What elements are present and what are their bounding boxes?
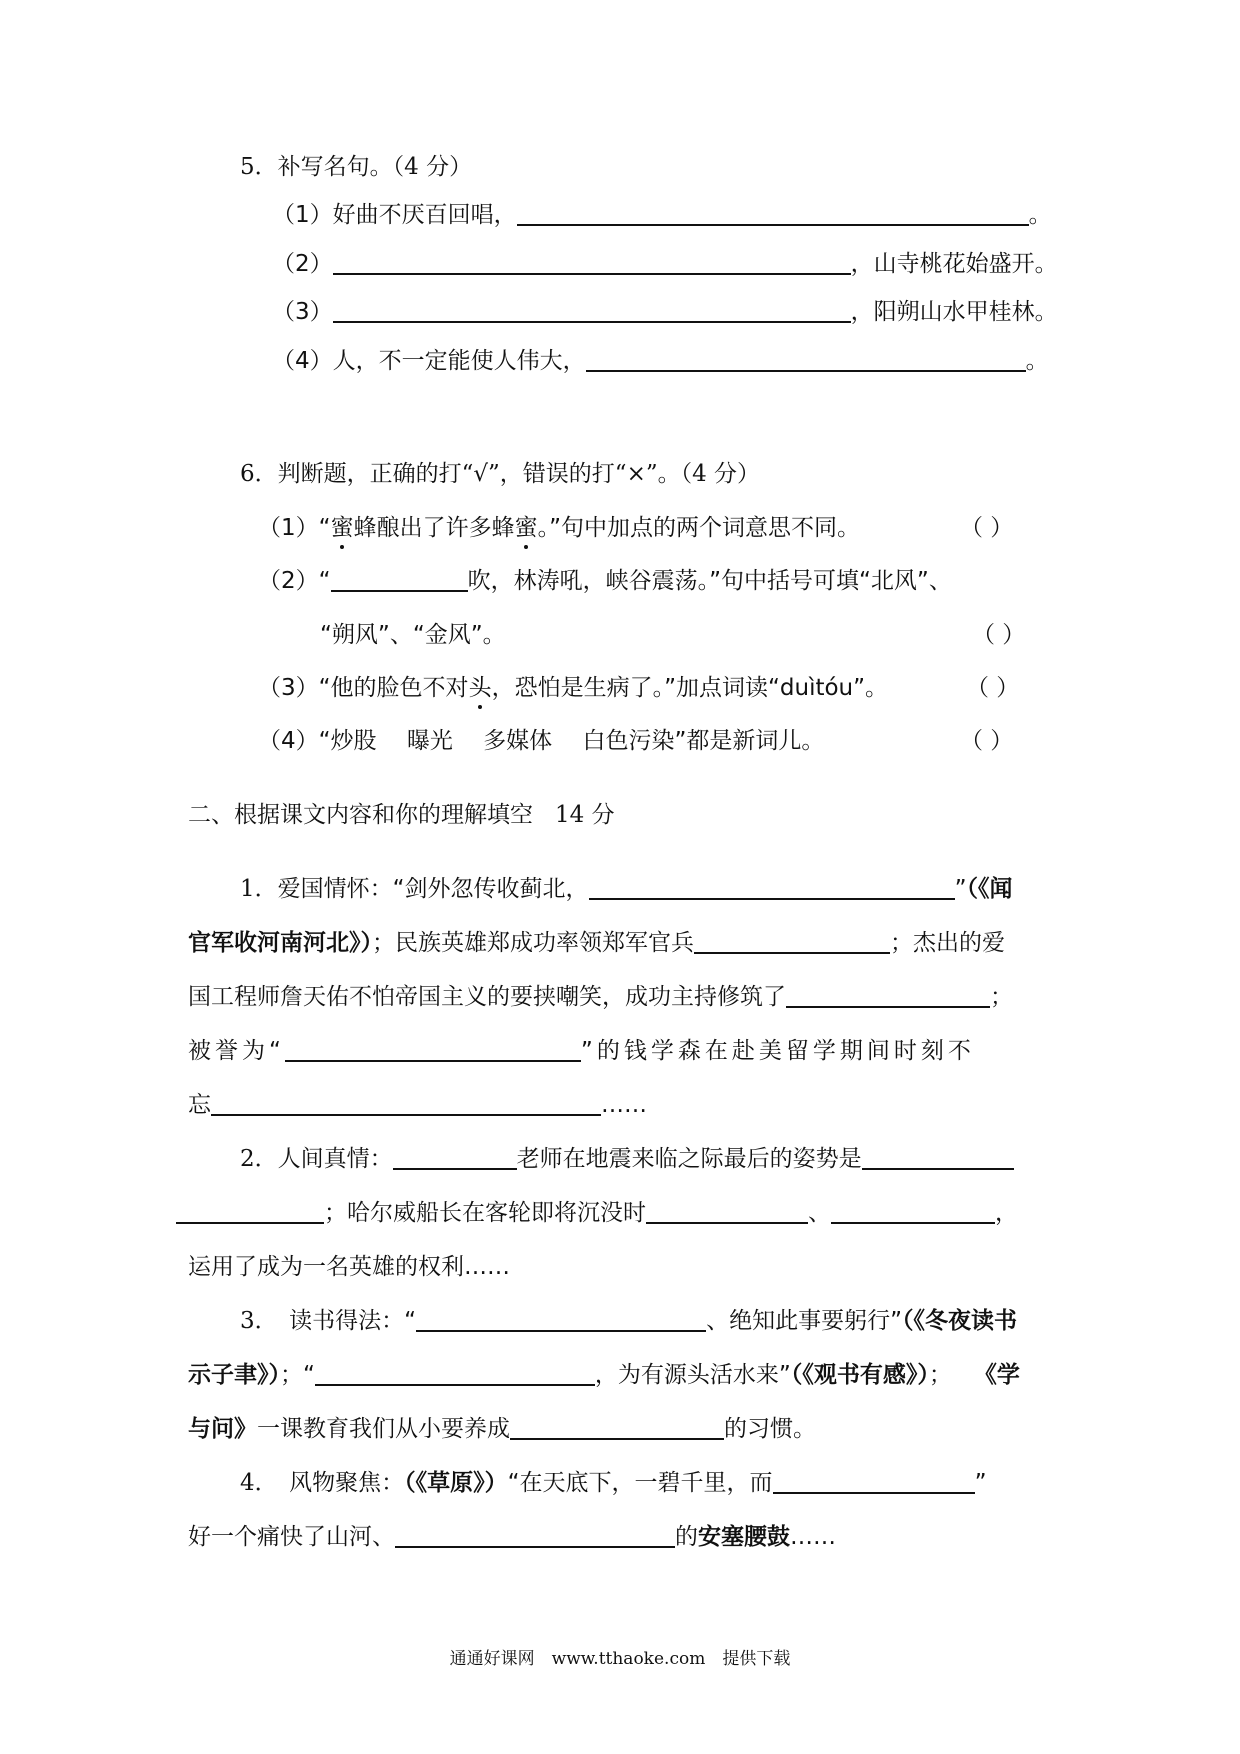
section-heading: [188, 800, 615, 830]
answer-blank[interactable]: [786, 982, 990, 1008]
q6-item-2-open: “: [318, 568, 331, 594]
s2-q4-text-3: 的: [675, 1524, 698, 1550]
s2-q3-text: 、绝知此事要躬行”: [706, 1308, 902, 1334]
q5-item-3-prefix: （3）: [272, 299, 333, 325]
s2-q2-comma: ，: [995, 1200, 1018, 1226]
s2-q4-label: 4． 风物聚焦：: [240, 1470, 405, 1496]
s2-q4-line-1: [240, 1468, 986, 1498]
s2-q1-text-5: ；: [990, 984, 1013, 1010]
s2-q3-source-4: 《学: [973, 1362, 1020, 1388]
answer-blank[interactable]: [285, 1036, 581, 1062]
q5-item-4: [272, 346, 1049, 376]
answer-blank[interactable]: [393, 1144, 517, 1170]
s2-q1-line-5: [188, 1090, 647, 1120]
answer-blank[interactable]: [694, 928, 890, 954]
s2-q1-line-1: [240, 874, 1012, 904]
answer-blank[interactable]: [315, 1360, 595, 1386]
q6-item-2: [258, 566, 952, 596]
s2-q4-line-2: [188, 1522, 836, 1552]
answer-blank[interactable]: [395, 1522, 675, 1548]
q5-item-2: [272, 249, 1058, 279]
s2-q1-label: 1．爱国情怀：: [240, 876, 393, 902]
q6-item-3-answer[interactable]: （ ）: [966, 675, 1020, 701]
q6-item-2-tail: 句中括号可填“北风”、: [720, 568, 952, 594]
q5-title: 5．补写名句。（4 分）: [240, 154, 473, 180]
q6-item-1-open: “: [318, 515, 331, 541]
s2-q1-text-6: 被誉为“: [188, 1038, 285, 1064]
s2-q3-source-3: （《观书有感》）: [790, 1362, 929, 1388]
answer-blank[interactable]: [333, 249, 851, 275]
s2-q1-line-2: [188, 928, 1005, 958]
s2-q1-text-8: 忘: [188, 1092, 211, 1118]
s2-q3-source: （《冬夜读书: [901, 1308, 1017, 1334]
q6-item-1: [258, 513, 860, 543]
s2-q3-source-2: 示子聿》）: [188, 1362, 280, 1388]
q6-item-3-text-2: ，恐怕是生病了。”: [491, 675, 676, 701]
answer-blank[interactable]: [831, 1198, 995, 1224]
s2-q3-text-3: ，为有源头活水来”: [594, 1362, 791, 1388]
q6-item-1-answer[interactable]: （ ）: [960, 515, 1014, 541]
s2-q2-line-3: 运用了成为一名英雄的权利……: [188, 1254, 510, 1280]
s2-q1-text-4: 国工程师詹天佑不怕帝国主义的要挟嘲笑，成功主持修筑了: [188, 984, 786, 1010]
s2-q2-sep: 、: [808, 1200, 831, 1226]
s2-q4-bold: 安塞腰鼓: [698, 1524, 790, 1550]
s2-q3-text-4: 一课教育我们从小要养成: [257, 1416, 510, 1442]
s2-q3-sep: ；: [928, 1362, 952, 1388]
q6-title: 6．判断题，正确的打“√”，错误的打“×”。（4 分）: [240, 461, 761, 487]
answer-blank[interactable]: [510, 1414, 724, 1440]
answer-blank[interactable]: [586, 346, 1026, 372]
s2-q1-line-4: [188, 1036, 975, 1066]
q6-item-2-text: 吹，林涛吼，峡谷震荡。”: [467, 568, 721, 594]
q5-item-4-suffix: 。: [1025, 348, 1049, 374]
q5-item-1-prefix: （1）好曲不厌百回唱，: [272, 202, 517, 228]
s2-q1-source: （《闻: [966, 876, 1013, 902]
s2-q4-ellipsis: ……: [790, 1524, 836, 1550]
q6-item-1-num: （1）: [258, 515, 319, 541]
s2-q2-text-2: ；哈尔威船长在客轮即将沉没时: [324, 1200, 646, 1226]
s2-q1-text-7: ”的钱学森在赴美留学期间时刻不: [580, 1038, 975, 1064]
s2-q1-text: “剑外忽传收蓟北，: [392, 876, 589, 902]
q6-item-3-num: （3）: [258, 675, 319, 701]
s2-q4-text: “在天底下，一碧千里，而: [507, 1470, 773, 1496]
q6-item-2-num: （2）: [258, 568, 319, 594]
q6-item-4-text: “炒股 曝光 多媒体 白色污染”: [318, 728, 687, 754]
answer-blank[interactable]: [589, 874, 955, 900]
answer-blank[interactable]: [211, 1090, 601, 1116]
s2-q2-line-2: [176, 1198, 1018, 1228]
s2-q1-text-9: ……: [601, 1092, 647, 1118]
q5-item-4-prefix: （4）人，不一定能使人伟大，: [272, 348, 586, 374]
s2-q1-quote: ”: [954, 876, 967, 902]
q6-item-1-close: 。”: [537, 515, 561, 541]
answer-blank[interactable]: [517, 200, 1029, 226]
section-heading-text: 二、根据课文内容和你的理解填空: [188, 802, 533, 828]
answer-blank[interactable]: [646, 1198, 808, 1224]
q5-item-1-suffix: 。: [1028, 202, 1052, 228]
s2-q3-label: 3． 读书得法：: [240, 1308, 405, 1334]
s2-q2-line-1: [240, 1144, 1014, 1174]
q6-item-2-cont: “朔风”、“金风”。: [320, 622, 506, 648]
q6-item-1-text: 蜂酿出了许多蜂: [353, 515, 515, 541]
s2-q3-line-2: [188, 1360, 1020, 1390]
q6-item-4-answer[interactable]: （ ）: [960, 728, 1014, 754]
answer-blank[interactable]: [331, 566, 468, 592]
answer-blank[interactable]: [176, 1198, 324, 1224]
s2-q4-text-2: 好一个痛快了山河、: [188, 1524, 395, 1550]
q6-item-3-tail: 加点词读“duìtóu”。: [675, 675, 889, 701]
section-score: 14 分: [555, 802, 615, 828]
q6-item-4-num: （4）: [258, 728, 319, 754]
s2-q3-line-3: [188, 1414, 816, 1444]
dotted-char: 蜜: [330, 515, 354, 541]
s2-q3-line-1: [240, 1306, 1017, 1336]
page-footer: 通通好课网 www.tthaoke.com 提供下载: [449, 1649, 791, 1669]
s2-q2-label: 2．人间真情：: [240, 1146, 393, 1172]
answer-blank[interactable]: [773, 1468, 975, 1494]
q6-item-4: [258, 726, 824, 756]
q6-item-3-text: “他的脸色不对: [318, 675, 469, 701]
q6-item-1-tail: 句中加点的两个词意思不同。: [560, 515, 860, 541]
q5-item-3-suffix: ，阳朔山水甲桂林。: [850, 299, 1058, 325]
s2-q1-text-2: ；民族英雄郑成功率领郑军官兵: [372, 930, 694, 956]
s2-q4-quote: ”: [974, 1470, 987, 1496]
s2-q2-text: 老师在地震来临之际最后的姿势是: [516, 1146, 862, 1172]
s2-q3-source-5: 与问》: [188, 1416, 257, 1442]
answer-blank[interactable]: [862, 1144, 1014, 1170]
q6-item-3: [258, 673, 888, 703]
s2-q1-line-3: [188, 982, 1013, 1012]
answer-blank[interactable]: [333, 297, 851, 323]
q5-item-2-suffix: ，山寺桃花始盛开。: [850, 251, 1058, 277]
answer-blank[interactable]: [416, 1306, 706, 1332]
s2-q1-text-3: ；杰出的爱: [890, 930, 1005, 956]
q5-item-1: [272, 200, 1052, 230]
s2-q3-text-5: 的习惯。: [724, 1416, 816, 1442]
q6-item-4-tail: 都是新词儿。: [686, 728, 825, 754]
s2-q3-open: “: [404, 1308, 417, 1334]
dotted-char: 头: [468, 675, 492, 701]
q6-item-2-answer[interactable]: （ ）: [972, 622, 1026, 648]
dotted-char: 蜜: [514, 515, 538, 541]
s2-q4-source: （《草原》）: [404, 1470, 508, 1496]
s2-q1-source-2: 官军收河南河北》）: [188, 930, 372, 956]
q5-item-2-prefix: （2）: [272, 251, 333, 277]
q5-item-3: [272, 297, 1058, 327]
s2-q3-text-2: ；“: [280, 1362, 315, 1388]
